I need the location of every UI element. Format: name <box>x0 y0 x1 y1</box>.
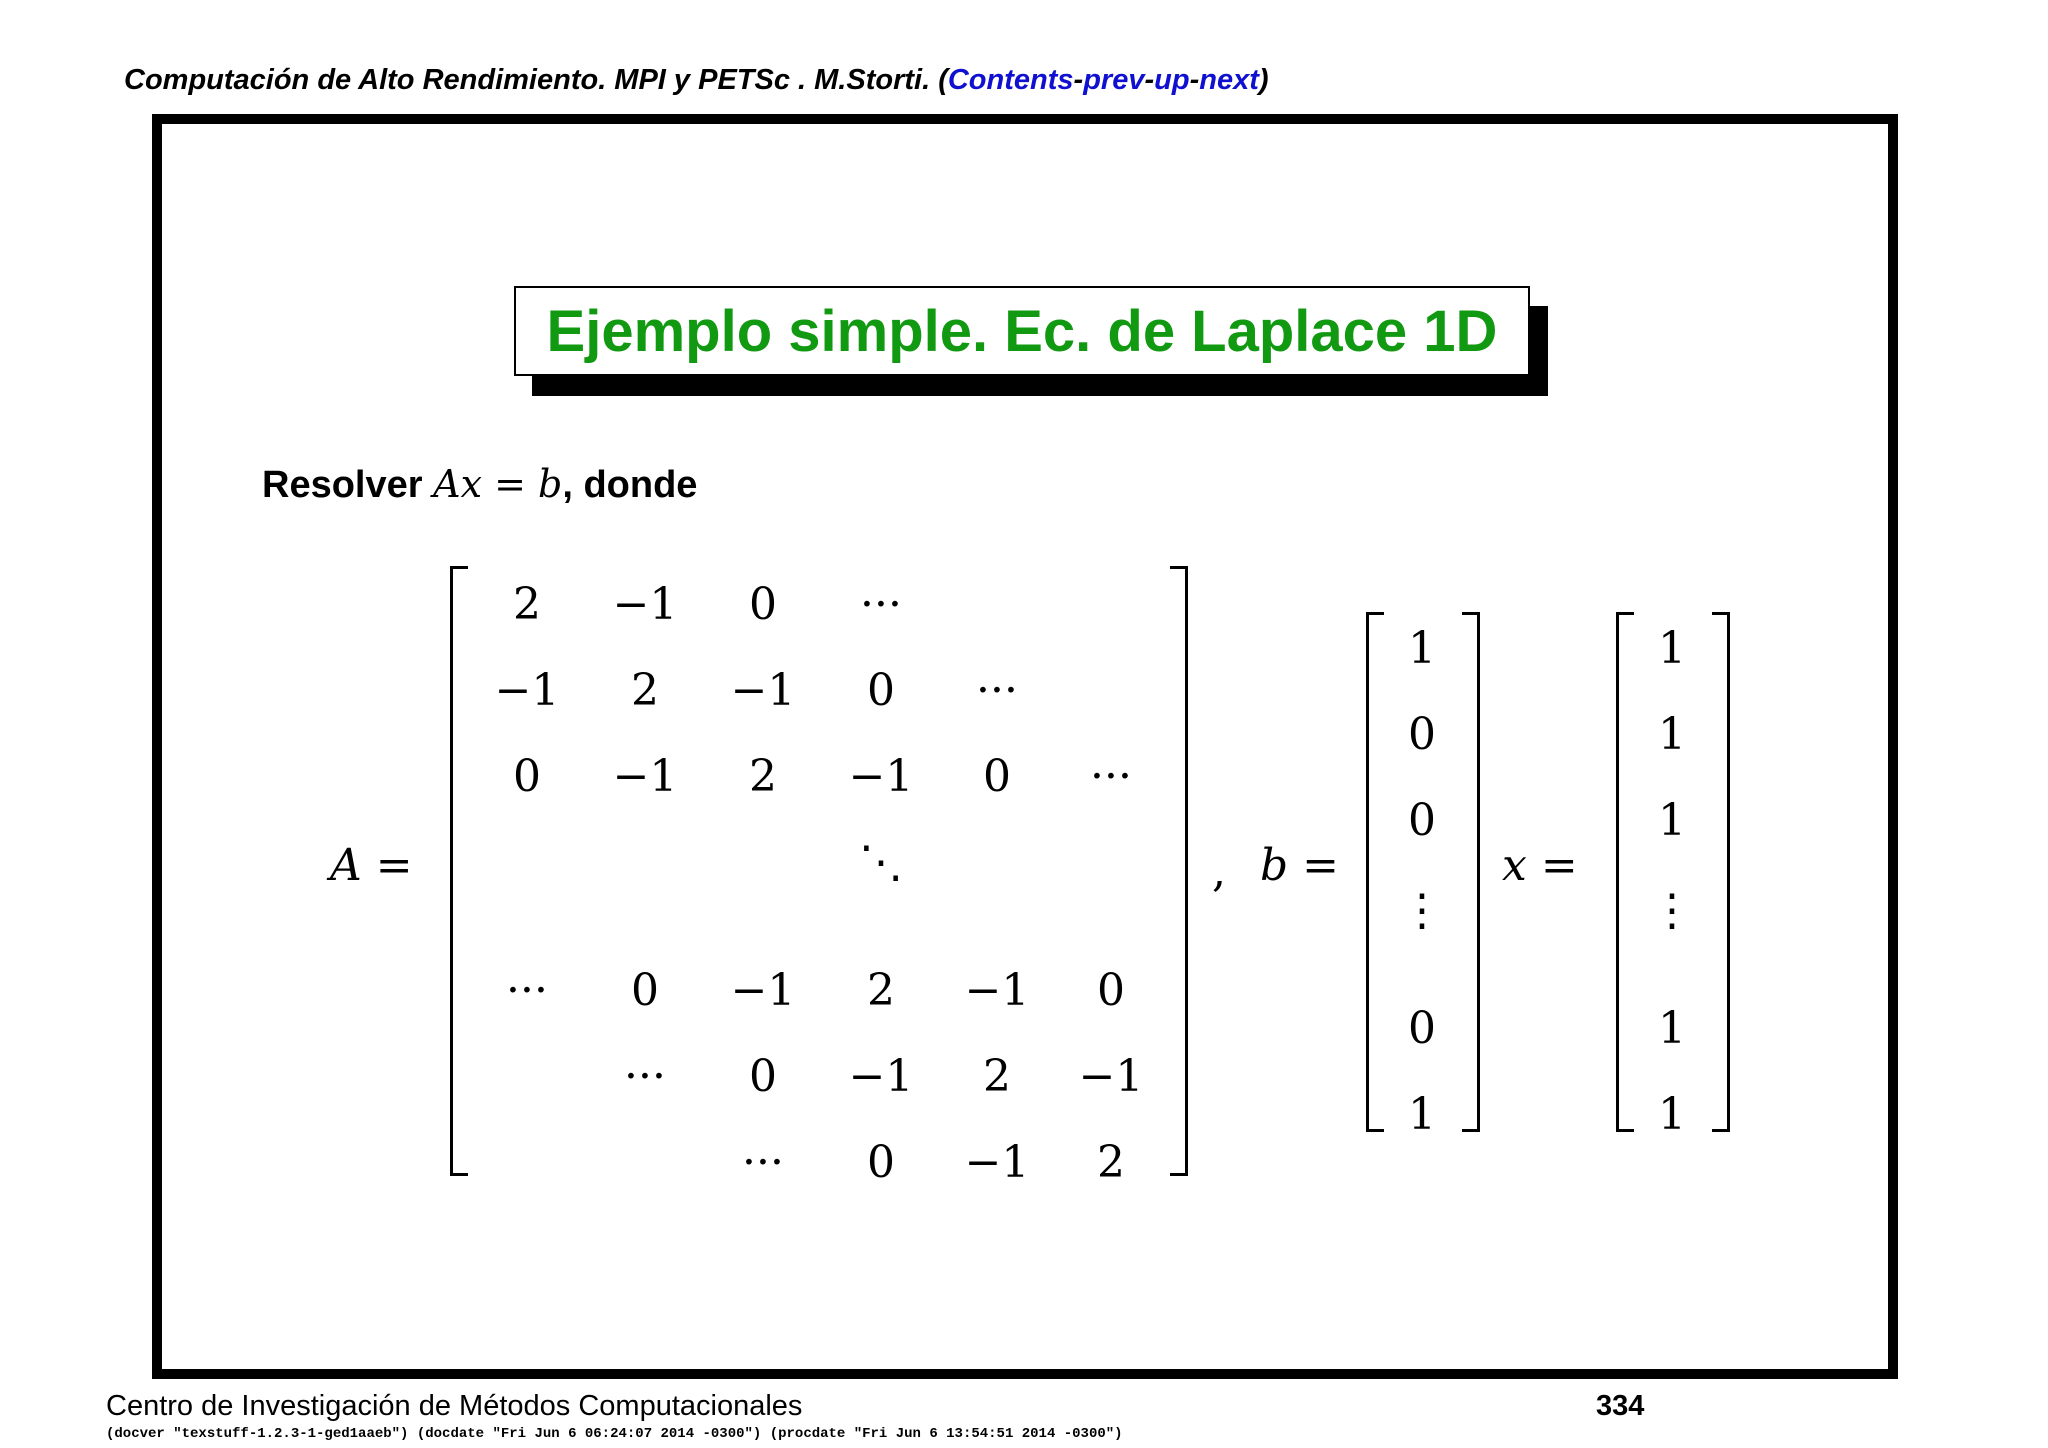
matrix-A-cell: ⋱ <box>859 837 903 888</box>
eq-b: b <box>538 462 563 506</box>
matrix-A-cell: 0 <box>513 751 541 802</box>
matrix-A-cell: 2 <box>513 579 541 630</box>
vector_b-entry: 1 <box>1408 623 1436 674</box>
matrix-A-cell: 0 <box>749 1051 777 1102</box>
x-equals: = <box>1540 840 1578 891</box>
matrix-A-cell: 0 <box>631 965 659 1016</box>
up-link[interactable]: up <box>1154 64 1190 96</box>
matrix-A-cell: ··· <box>860 579 902 630</box>
vector_b-entry: ⋮ <box>1400 885 1444 936</box>
matrix-A-cell: −1 <box>848 751 914 802</box>
matrix-A-cell: −1 <box>612 579 678 630</box>
b-symbol: b <box>1260 840 1289 891</box>
eq-x: x <box>460 462 482 506</box>
matrix-A-cell: ··· <box>742 1137 784 1188</box>
intro-text <box>262 462 697 507</box>
matrix-A-cell: −1 <box>730 965 796 1016</box>
matrix-A-cell: 0 <box>749 579 777 630</box>
eq-equals: = <box>482 462 538 506</box>
matrix-A-cell: 0 <box>1097 965 1125 1016</box>
vector_b-entry: 0 <box>1408 1003 1436 1054</box>
matrix-A-cell: −1 <box>1078 1051 1144 1102</box>
matrix-A-cell: −1 <box>494 665 560 716</box>
vector-b-label <box>1260 840 1339 891</box>
title-box <box>514 286 1530 376</box>
vector-x-left-bracket <box>1616 612 1634 1132</box>
page-header <box>124 64 1269 97</box>
next-link[interactable]: next <box>1199 64 1259 96</box>
prev-link[interactable]: prev <box>1083 64 1145 96</box>
matrix-A-cell: −1 <box>612 751 678 802</box>
A-equals: = <box>375 840 413 891</box>
matrix-A-cell: ··· <box>1090 751 1132 802</box>
page-number: 334 <box>1596 1390 1645 1422</box>
b-equals: = <box>1302 840 1340 891</box>
header-text: Computación de Alto Rendimiento. MPI y PETSc . M.Storti. ( <box>124 64 948 96</box>
matrix-A-cell: 2 <box>983 1051 1011 1102</box>
vector_x-entry: ⋮ <box>1650 885 1694 936</box>
vector_x-entry: 1 <box>1658 623 1686 674</box>
matrix-A-cell: 0 <box>867 665 895 716</box>
vector_x-entry: 1 <box>1658 709 1686 760</box>
A-symbol: A <box>330 840 362 891</box>
matrix-A-cell: 2 <box>867 965 895 1016</box>
eq-A: A <box>433 462 461 506</box>
intro-word: Resolver <box>262 464 423 506</box>
comma: , <box>1212 846 1226 897</box>
footer-meta: (docver "texstuff-1.2.3-1-ged1aaeb") (docdate "Fri Jun 6 06:24:07 2014 -0300") (procdate "Fri Jun 6 13:54:51 2014 -0300") <box>106 1426 1123 1442</box>
header-sep: - <box>1073 64 1084 96</box>
matrix-A-cell: ··· <box>506 965 548 1016</box>
header-sep: - <box>1189 64 1200 96</box>
vector-b-left-bracket <box>1366 612 1384 1132</box>
matrix-A-cell: 0 <box>983 751 1011 802</box>
x-symbol: x <box>1502 840 1527 891</box>
matrix-A-label <box>330 840 413 891</box>
matrix-A-cell: 2 <box>631 665 659 716</box>
footer-institution: Centro de Investigación de Métodos Computacionales <box>106 1390 803 1422</box>
vector-x-label <box>1502 840 1578 891</box>
header-close: ) <box>1258 64 1269 96</box>
header-sep: - <box>1144 64 1155 96</box>
vector_x-entry: 1 <box>1658 1003 1686 1054</box>
matrix-A-cell: −1 <box>730 665 796 716</box>
slide-title: Ejemplo simple. Ec. de Laplace 1D <box>546 298 1498 364</box>
vector_b-entry: 1 <box>1408 1089 1436 1140</box>
vector-b-right-bracket <box>1462 612 1480 1132</box>
matrix-A-left-bracket <box>450 566 468 1176</box>
vector_b-entry: 0 <box>1408 795 1436 846</box>
matrix-A-cell: 2 <box>1097 1137 1125 1188</box>
matrix-A-cell: −1 <box>964 1137 1030 1188</box>
matrix-A-cell: −1 <box>848 1051 914 1102</box>
intro-tail: , donde <box>562 464 698 506</box>
matrix-A-cell: 0 <box>867 1137 895 1188</box>
matrix-A-cell: 2 <box>749 751 777 802</box>
matrix-A-cell: −1 <box>964 965 1030 1016</box>
matrix-A-cell: ··· <box>624 1051 666 1102</box>
vector-x-right-bracket <box>1712 612 1730 1132</box>
vector_b-entry: 0 <box>1408 709 1436 760</box>
matrix-A-cell: ··· <box>976 665 1018 716</box>
contents-link[interactable]: Contents <box>947 64 1074 96</box>
matrix-A-right-bracket <box>1170 566 1188 1176</box>
vector_x-entry: 1 <box>1658 1089 1686 1140</box>
vector_x-entry: 1 <box>1658 795 1686 846</box>
